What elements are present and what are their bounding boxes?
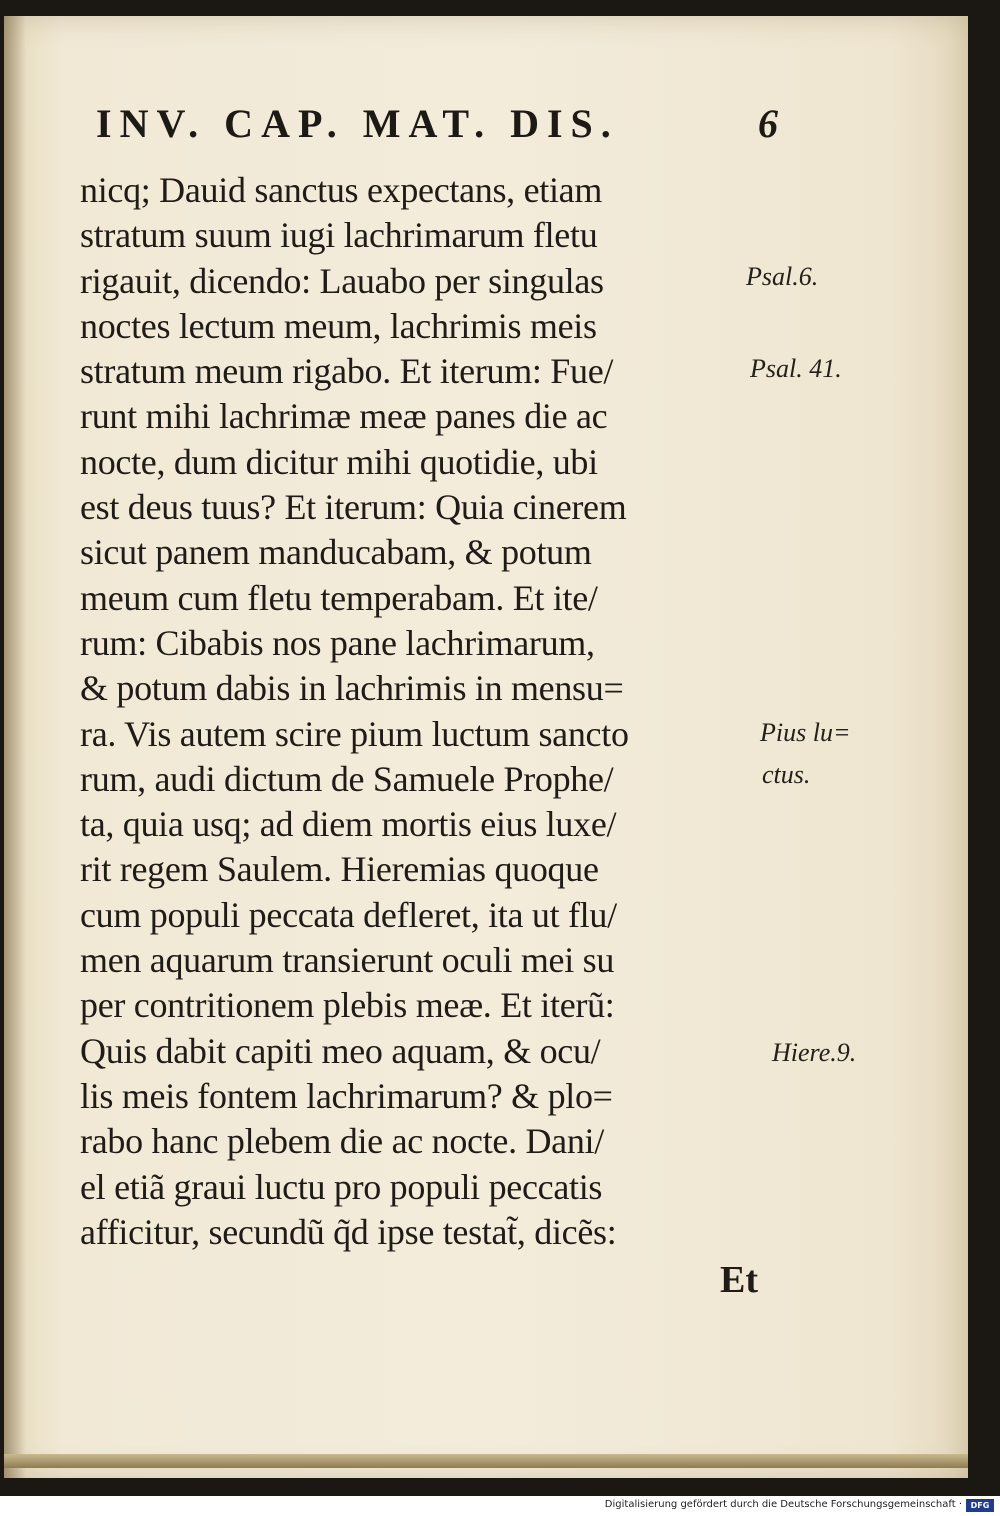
text-line: Quis dabit capiti meo aquam, & ocu/ xyxy=(80,1030,601,1071)
text-line: per contritionem plebis meæ. Et iterũ: xyxy=(80,985,615,1026)
text-line: ta, quia usq; ad diem mortis eius luxe/ xyxy=(80,804,617,845)
marginal-note-pius-luctus-cont: ctus. xyxy=(762,760,811,789)
page-number: 6 xyxy=(758,101,778,146)
text-line: afficitur, secundũ q̃d ipse testat̃, dicẽs: xyxy=(80,1211,617,1252)
text-line: nocte, dum dicitur mihi quotidie, ubi xyxy=(80,441,598,482)
running-head: INV. CAP. MAT. DIS. xyxy=(96,101,619,146)
marginal-note-hiere9: Hiere.9. xyxy=(772,1038,857,1067)
page-edge xyxy=(4,1454,968,1468)
text-line: stratum meum rigabo. Et iterum: Fue/ xyxy=(80,351,614,392)
dfg-logo: DFG xyxy=(966,1499,994,1512)
text-line: nicq; Dauid sanctus expectans, etiam xyxy=(80,170,603,210)
text-line: stratum suum iugi lachrimarum fletu xyxy=(80,215,598,256)
text-line: rabo hanc plebem die ac nocte. Dani/ xyxy=(80,1121,604,1162)
text-line: el etiã graui luctu pro populi peccatis xyxy=(80,1166,603,1207)
text-line: rit regem Saulem. Hieremias quoque xyxy=(80,849,599,890)
catchword: Et xyxy=(720,1259,758,1301)
text-line: cum populi peccata defleret, ita ut flu/ xyxy=(80,894,617,935)
text-line: lis meis fontem lachrimarum? & plo= xyxy=(80,1075,613,1116)
text-line: men aquarum transierunt oculi mei su xyxy=(80,940,615,981)
text-line: rum, audi dictum de Samuele Prophe/ xyxy=(80,758,614,799)
text-line: rum: Cibabis nos pane lachrimarum, xyxy=(80,622,595,663)
text-line: & potum dabis in lachrimis in mensu= xyxy=(80,668,624,709)
text-line: est deus tuus? Et iterum: Quia cinerem xyxy=(80,487,627,528)
marginal-note-pius-luctus: Pius lu= xyxy=(760,718,851,747)
spine-shadow xyxy=(4,16,26,1478)
text-line: noctes lectum meum, lachrimis meis xyxy=(80,305,597,346)
footer-credit: Digitalisierung gefördert durch die Deutsche Forschungsgemeinschaft · xyxy=(604,1499,962,1510)
text-line: sicut panem manducabam, & potum xyxy=(80,532,592,573)
text-line: meum cum fletu temperabam. Et ite/ xyxy=(80,577,598,618)
marginal-note-psal41: Psal. 41. xyxy=(750,354,842,383)
body-text xyxy=(80,168,780,1255)
text-line: rigauit, dicendo: Lauabo per singulas xyxy=(80,260,604,301)
text-line: runt mihi lachrimæ meæ panes die ac xyxy=(80,396,608,437)
text-line: ra. Vis autem scire pium luctum sancto xyxy=(80,713,629,754)
marginal-note-psal6: Psal.6. xyxy=(746,262,819,291)
